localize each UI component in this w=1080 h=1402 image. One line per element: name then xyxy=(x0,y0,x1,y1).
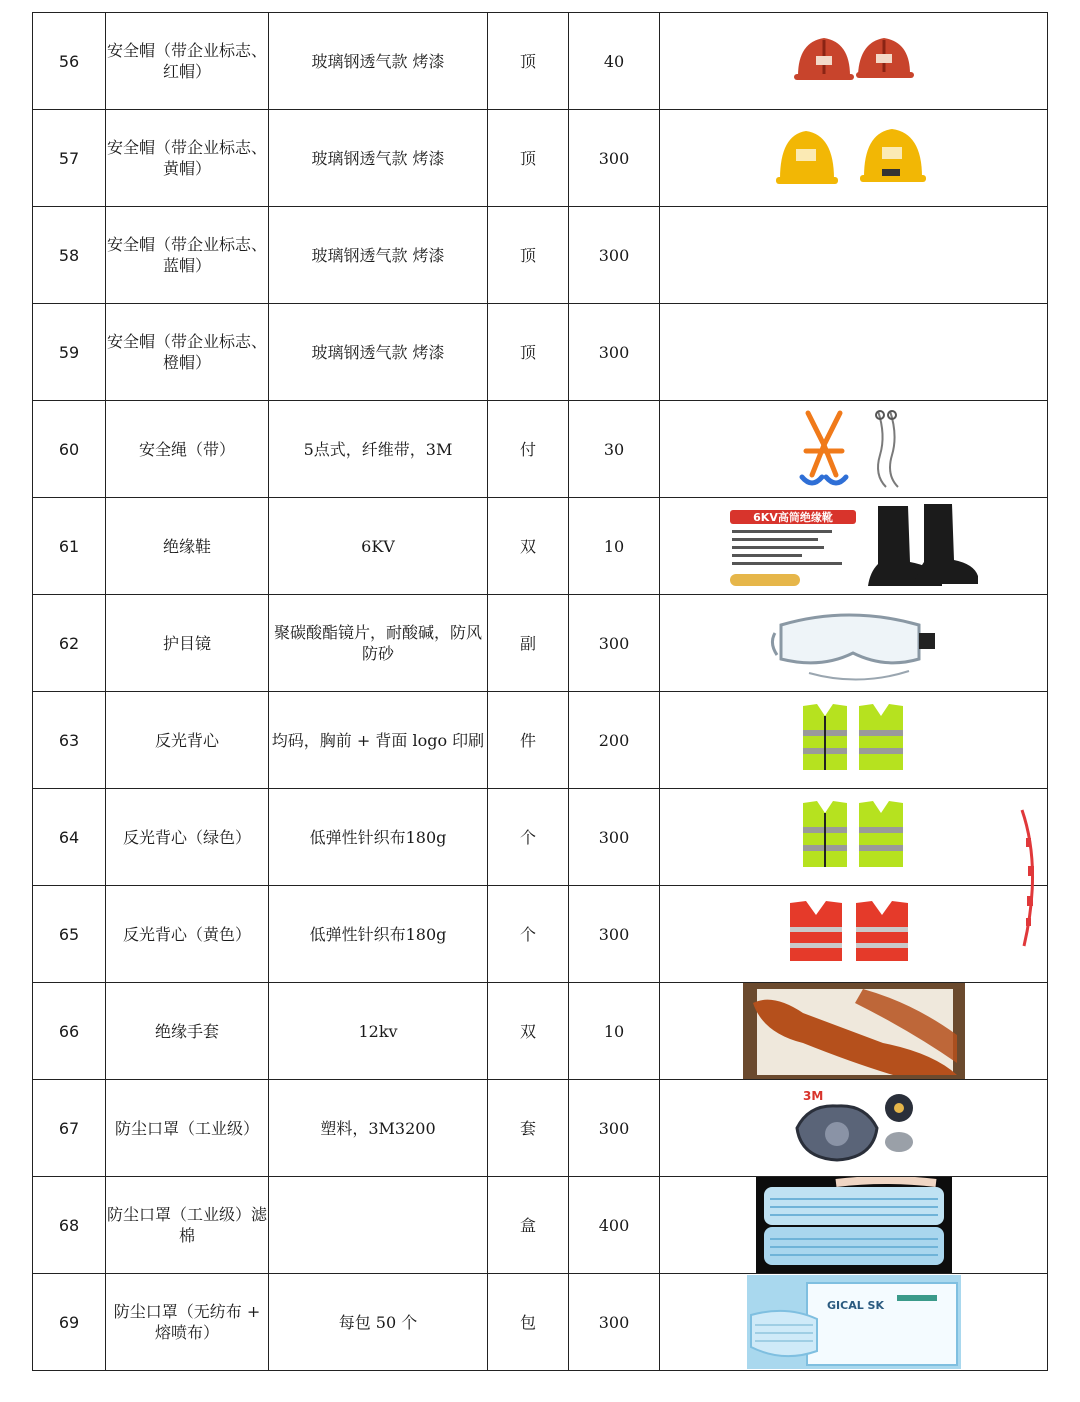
item-image-cell xyxy=(660,886,1048,983)
item-spec: 12kv xyxy=(269,983,488,1080)
safety-harness-icon xyxy=(794,405,914,493)
item-name: 安全帽（带企业标志、黄帽） xyxy=(106,110,269,207)
item-unit: 个 xyxy=(488,886,569,983)
item-image-cell xyxy=(660,983,1048,1080)
row-number: 59 xyxy=(33,304,106,401)
item-name: 安全帽（带企业标志、橙帽） xyxy=(106,304,269,401)
item-spec: 玻璃钢透气款 烤漆 xyxy=(269,110,488,207)
reflective-vest-green-icon xyxy=(799,700,909,780)
item-spec xyxy=(269,1177,488,1274)
item-unit: 包 xyxy=(488,1274,569,1371)
reflective-vest-red-icon xyxy=(784,897,924,971)
row-number: 60 xyxy=(33,401,106,498)
item-name: 反光背心 xyxy=(106,692,269,789)
table-row xyxy=(33,498,1048,595)
item-name: 安全帽（带企业标志、红帽） xyxy=(106,13,269,110)
row-number: 63 xyxy=(33,692,106,789)
item-unit: 副 xyxy=(488,595,569,692)
row-number: 64 xyxy=(33,789,106,886)
respirator-brand-text: 3M xyxy=(802,1089,823,1103)
item-spec: 玻璃钢透气款 烤漆 xyxy=(269,207,488,304)
row-number: 68 xyxy=(33,1177,106,1274)
surgical-mask-box-icon xyxy=(747,1275,961,1369)
yellow-helmet-icon xyxy=(774,123,934,193)
item-unit: 个 xyxy=(488,789,569,886)
item-spec: 玻璃钢透气款 烤漆 xyxy=(269,304,488,401)
item-unit: 顶 xyxy=(488,304,569,401)
item-unit: 套 xyxy=(488,1080,569,1177)
red-helmet-icon xyxy=(794,30,914,92)
item-image-cell xyxy=(660,1274,1048,1371)
insulated-boots-icon xyxy=(728,502,980,590)
item-spec: 低弹性针织布180g xyxy=(269,886,488,983)
table-row xyxy=(33,1080,1048,1177)
item-image-cell xyxy=(660,1177,1048,1274)
item-spec: 聚碳酸酯镜片，耐酸碱，防风防砂 xyxy=(269,595,488,692)
item-image-cell xyxy=(660,401,1048,498)
table-row xyxy=(33,13,1048,110)
item-name: 安全绳（带） xyxy=(106,401,269,498)
item-name: 绝缘鞋 xyxy=(106,498,269,595)
table-row xyxy=(33,692,1048,789)
item-quantity: 300 xyxy=(569,304,660,401)
reflective-vest-green-icon xyxy=(799,797,909,877)
item-quantity: 10 xyxy=(569,983,660,1080)
insulated-glove-icon xyxy=(743,983,965,1079)
table-row xyxy=(33,110,1048,207)
item-unit: 顶 xyxy=(488,207,569,304)
item-spec: 6KV xyxy=(269,498,488,595)
item-quantity: 300 xyxy=(569,595,660,692)
table-row xyxy=(33,401,1048,498)
item-quantity: 40 xyxy=(569,13,660,110)
item-spec: 5点式，纤维带，3M xyxy=(269,401,488,498)
item-spec: 低弹性针织布180g xyxy=(269,789,488,886)
item-name: 反光背心（黄色） xyxy=(106,886,269,983)
row-number: 62 xyxy=(33,595,106,692)
item-unit: 顶 xyxy=(488,13,569,110)
table-row xyxy=(33,304,1048,401)
item-name: 防尘口罩（工业级）滤棉 xyxy=(106,1177,269,1274)
item-quantity: 300 xyxy=(569,1274,660,1371)
item-unit: 双 xyxy=(488,498,569,595)
table-row xyxy=(33,207,1048,304)
row-number: 65 xyxy=(33,886,106,983)
filter-cotton-pack-icon xyxy=(756,1177,952,1273)
goggles-icon xyxy=(769,603,939,683)
item-image-cell xyxy=(660,207,1048,304)
item-image-cell xyxy=(660,498,1048,595)
item-name: 反光背心（绿色） xyxy=(106,789,269,886)
item-spec: 塑料，3M3200 xyxy=(269,1080,488,1177)
item-quantity: 400 xyxy=(569,1177,660,1274)
item-image-cell xyxy=(660,13,1048,110)
mask-box-label-text: GICAL SK xyxy=(826,1299,884,1312)
table-row xyxy=(33,983,1048,1080)
item-image-cell xyxy=(660,789,1048,886)
item-quantity: 300 xyxy=(569,110,660,207)
table-row xyxy=(33,886,1048,983)
row-number: 56 xyxy=(33,13,106,110)
item-image-cell xyxy=(660,1080,1048,1177)
red-seal-stamp-fragment xyxy=(1018,808,1044,948)
row-number: 61 xyxy=(33,498,106,595)
item-spec: 每包 50 个 xyxy=(269,1274,488,1371)
item-unit: 顶 xyxy=(488,110,569,207)
item-quantity: 10 xyxy=(569,498,660,595)
item-name: 绝缘手套 xyxy=(106,983,269,1080)
table-row xyxy=(33,1274,1048,1371)
row-number: 69 xyxy=(33,1274,106,1371)
item-quantity: 200 xyxy=(569,692,660,789)
item-quantity: 300 xyxy=(569,207,660,304)
item-spec: 玻璃钢透气款 烤漆 xyxy=(269,13,488,110)
row-number: 67 xyxy=(33,1080,106,1177)
item-unit: 件 xyxy=(488,692,569,789)
table-row xyxy=(33,789,1048,886)
item-name: 安全帽（带企业标志、蓝帽） xyxy=(106,207,269,304)
item-image-cell xyxy=(660,692,1048,789)
row-number: 57 xyxy=(33,110,106,207)
boot-banner-text: 6KV高筒绝缘靴 xyxy=(752,511,833,524)
item-quantity: 300 xyxy=(569,886,660,983)
item-name: 防尘口罩（工业级） xyxy=(106,1080,269,1177)
item-quantity: 300 xyxy=(569,789,660,886)
row-number: 66 xyxy=(33,983,106,1080)
respirator-icon xyxy=(789,1088,919,1168)
item-image-cell xyxy=(660,110,1048,207)
item-unit: 付 xyxy=(488,401,569,498)
items-table xyxy=(32,12,1048,1371)
item-quantity: 30 xyxy=(569,401,660,498)
item-image-cell xyxy=(660,304,1048,401)
item-image-cell xyxy=(660,595,1048,692)
table-row xyxy=(33,595,1048,692)
table-row xyxy=(33,1177,1048,1274)
item-quantity: 300 xyxy=(569,1080,660,1177)
item-name: 防尘口罩（无纺布 + 熔喷布） xyxy=(106,1274,269,1371)
row-number: 58 xyxy=(33,207,106,304)
item-name: 护目镜 xyxy=(106,595,269,692)
item-unit: 双 xyxy=(488,983,569,1080)
item-spec: 均码，胸前 + 背面 logo 印刷 xyxy=(269,692,488,789)
item-unit: 盒 xyxy=(488,1177,569,1274)
